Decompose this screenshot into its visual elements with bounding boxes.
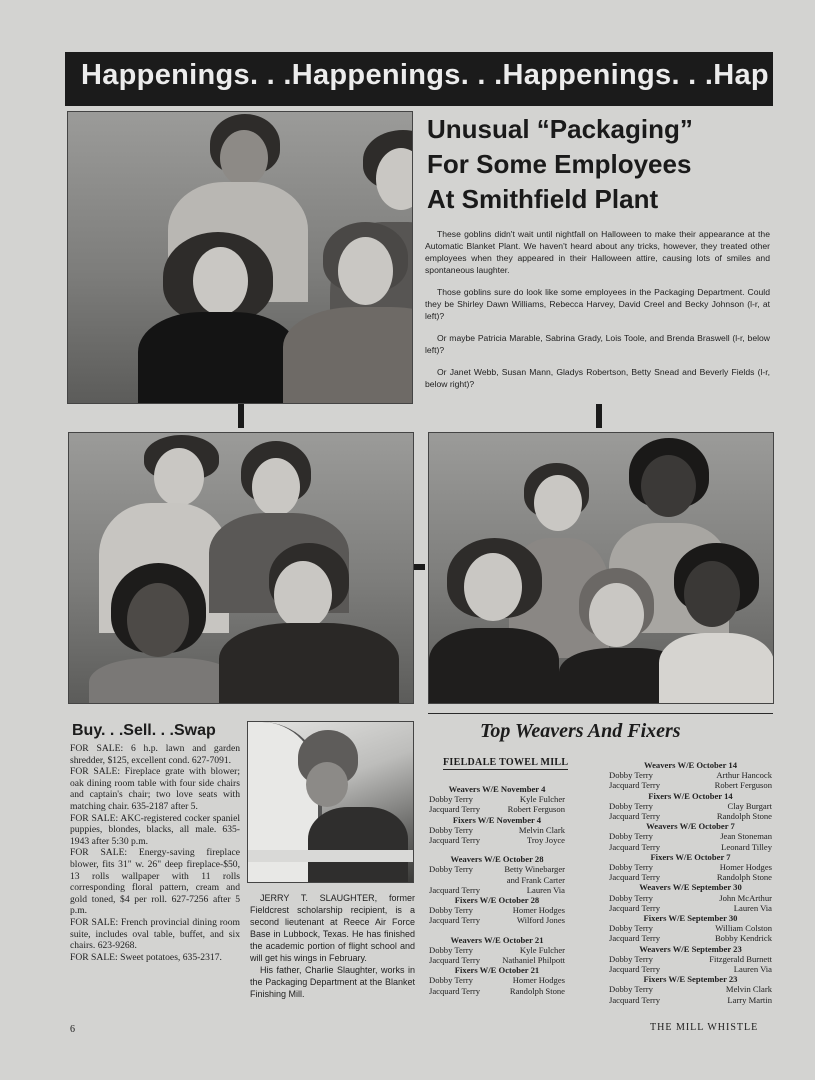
weavers-column-right: [609, 760, 772, 1005]
week-heading: Weavers W/E September 23: [639, 943, 742, 954]
award-row: [609, 893, 772, 903]
week-heading: Weavers W/E October 21: [450, 934, 544, 945]
banner-text: Happenings. . .Happenings. . .Happenings. . .Hap: [81, 59, 769, 91]
category-label: Jacquard Terry: [609, 811, 661, 822]
winner-name: Randolph Stone: [716, 811, 772, 822]
award-row: [609, 964, 772, 974]
pointer-tick: [596, 404, 602, 428]
classified-item: FOR SALE: Fireplace grate with blower; oak dining room table with four side chairs and captain's chair; two love seats with matching chair. 635-2187 after 5.: [70, 766, 240, 812]
award-row: [429, 864, 565, 874]
category-label: Dobby Terry: [609, 984, 653, 995]
classified-item: FOR SALE: Sweet potatoes, 635-2317.: [70, 951, 222, 963]
category-label: Jacquard Terry: [429, 804, 481, 815]
winner-name: Bobby Kendrick: [714, 933, 772, 944]
week-heading: Fixers W/E October 28: [454, 895, 540, 906]
winner-name: Fitzgerald Burnett: [709, 953, 772, 964]
classified-item: FOR SALE: AKC-registered cocker spaniel puppies, blondes, blacks, all male. 635-1943 after 5:30 p.m.: [70, 812, 240, 847]
award-row: [609, 995, 772, 1005]
spacer: [429, 845, 565, 854]
award-row: [609, 831, 772, 841]
classified-item: FOR SALE: 6 h.p. lawn and garden shredder, $125, excellent cond. 627-7091.: [70, 743, 240, 766]
award-row: [609, 923, 772, 933]
winner-name: Randolph Stone: [509, 985, 565, 996]
week-heading: Fixers W/E October 14: [648, 790, 733, 801]
classified-item: FOR SALE: French provincial dining room suite, includes oval table, buffet, and six chairs. 623-9268.: [70, 916, 240, 952]
award-row: [429, 915, 565, 925]
award-row: [609, 780, 772, 790]
award-row: [609, 811, 772, 821]
winner-name: Robert Ferguson: [714, 780, 772, 791]
week-heading: Fixers W/E October 21: [454, 965, 540, 976]
category-label: Jacquard Terry: [429, 915, 481, 926]
publication-name: THE MILL WHISTLE: [650, 1022, 759, 1033]
week-heading: Weavers W/E November 4: [448, 784, 546, 794]
article-paragraph: Or Janet Webb, Susan Mann, Gladys Robertson, Betty Snead and Beverly Fields (l-r, below right)?: [425, 367, 770, 389]
photo-goblins-group-2: [68, 432, 414, 704]
winner-name: Homer Hodges: [512, 975, 565, 986]
article-body: [425, 228, 770, 400]
classifieds-title: Buy. . .Sell. . .Swap: [72, 722, 216, 739]
award-row: [609, 801, 772, 811]
photo-goblins-group-1: [67, 111, 413, 404]
section-banner: [65, 52, 773, 106]
winner-name: Lauren Via: [733, 902, 772, 913]
weavers-title: Top Weavers And Fixers: [480, 720, 681, 742]
category-label: Dobby Terry: [429, 794, 473, 805]
category-label: Jacquard Terry: [609, 964, 661, 975]
award-row: [609, 872, 772, 882]
article-paragraph: Those goblins sure do look like some employees in the Packaging Department. Could they be Shirley Dawn Williams, Rebecca Harvey, David Creel and Becky Johnson (l-r, at left)?: [425, 287, 770, 321]
category-label: Dobby Terry: [609, 800, 653, 811]
category-label: Dobby Terry: [429, 905, 473, 916]
category-label: Dobby Terry: [609, 770, 653, 781]
award-row: [429, 825, 565, 835]
category-label: Jacquard Terry: [429, 884, 481, 895]
caption-paragraph: JERRY T. SLAUGHTER, former Fieldcrest scholarship recipient, is a second lieutenant at Reece Air Force Base in Lubbock, Texas. He has finished the academic portion of flight school and will get his wings in February.: [250, 893, 415, 963]
week-heading: Fixers W/E November 4: [452, 814, 542, 825]
category-label: Jacquard Terry: [609, 780, 661, 791]
winner-name: Kyle Fulcher: [519, 944, 565, 955]
classified-item: FOR SALE: Energy-saving fireplace blower, fits 31" w. 26" deep fireplace-$50, 13 rolls wallpaper with 11 rolls corresponding floral pattern, cream and gold toned, $4 per roll. 627-7256 after 5 p.m.: [70, 847, 240, 917]
winner-name: Homer Hodges: [512, 905, 565, 916]
spacer: [429, 926, 565, 935]
award-row: [429, 975, 565, 985]
winner-name: Lauren Via: [526, 884, 565, 895]
headline-line: At Smithfield Plant: [427, 184, 659, 214]
winner-name: Nathaniel Philpott: [502, 955, 565, 966]
week-heading: Fixers W/E October 7: [650, 851, 731, 862]
pointer-tick: [238, 404, 244, 428]
category-label: Jacquard Terry: [609, 902, 661, 913]
winner-name: Clay Burgart: [727, 800, 772, 811]
pointer-tick: [413, 564, 425, 570]
article-paragraph: Or maybe Patricia Marable, Sabrina Grady, Lois Toole, and Brenda Braswell (l-r, below left)?: [425, 333, 770, 355]
winner-name: Lauren Via: [733, 964, 772, 975]
award-row: [429, 885, 565, 895]
winner-name: Randolph Stone: [716, 872, 772, 883]
weavers-column-left: [429, 784, 565, 996]
winner-name: and Frank Carter: [506, 874, 565, 885]
winner-name: Kyle Fulcher: [519, 794, 565, 805]
award-row: [609, 984, 772, 994]
category-label: Dobby Terry: [609, 862, 653, 873]
winner-name: Betty Winebarger: [504, 864, 565, 875]
week-heading: Weavers W/E October 28: [450, 854, 544, 865]
award-row: [429, 905, 565, 915]
award-row: [609, 842, 772, 852]
award-row: [609, 954, 772, 964]
page-number: 6: [70, 1024, 75, 1035]
winner-name: Robert Ferguson: [507, 804, 565, 815]
award-row: [429, 955, 565, 965]
article-headline: [427, 112, 767, 217]
award-row: [609, 903, 772, 913]
category-label: Dobby Terry: [429, 975, 473, 986]
headline-line: For Some Employees: [427, 149, 692, 179]
category-label: Jacquard Terry: [609, 841, 661, 852]
classifieds-list: [70, 743, 240, 963]
winner-name: Melvin Clark: [725, 984, 772, 995]
winner-name: Jean Stoneman: [720, 831, 772, 842]
category-label: Dobby Terry: [429, 864, 473, 875]
headline-line: Unusual “Packaging”: [427, 114, 693, 144]
winner-name: Troy Joyce: [526, 835, 565, 846]
week-heading: Weavers W/E October 7: [646, 821, 735, 832]
category-label: Jacquard Terry: [429, 985, 481, 996]
week-heading: Fixers W/E September 30: [643, 913, 738, 924]
category-label: Dobby Terry: [609, 892, 653, 903]
award-row: [429, 835, 565, 845]
winner-name: William Colston: [715, 923, 772, 934]
winner-name: John McArthur: [719, 892, 772, 903]
section-rule: [428, 713, 773, 714]
award-row: [429, 986, 565, 996]
award-row: [429, 945, 565, 955]
category-label: Dobby Terry: [609, 953, 653, 964]
award-row: [429, 875, 565, 885]
award-row: [429, 794, 565, 804]
winner-name: Leonard Tilley: [721, 841, 772, 852]
photo-pilot-cockpit: [247, 721, 414, 883]
winner-name: Wilford Jones: [516, 915, 565, 926]
mill-heading: FIELDALE TOWEL MILL: [443, 757, 569, 768]
category-label: Jacquard Terry: [429, 835, 481, 846]
photo-goblins-group-3: [428, 432, 774, 704]
award-row: [609, 862, 772, 872]
category-label: Jacquard Terry: [609, 872, 661, 883]
category-label: Dobby Terry: [429, 824, 473, 835]
award-row: [429, 804, 565, 814]
award-row: [609, 770, 772, 780]
pilot-caption: [250, 892, 415, 1000]
category-label: Dobby Terry: [609, 923, 653, 934]
winner-name: Arthur Hancock: [716, 770, 772, 781]
winner-name: Larry Martin: [727, 994, 772, 1005]
week-heading: Weavers W/E October 14: [643, 760, 737, 770]
week-heading: Weavers W/E September 30: [639, 882, 742, 893]
category-label: Dobby Terry: [609, 831, 653, 842]
article-paragraph: These goblins didn't wait until nightfall on Halloween to make their appearance at the Automatic Blanket Plant. We haven't heard about any tricks, however, they treated other employees when they appeared in their Halloween attire, causing lots of smiles and spontaneous laughter.: [425, 229, 770, 275]
week-heading: Fixers W/E September 23: [643, 974, 738, 985]
award-row: [609, 933, 772, 943]
category-label: Jacquard Terry: [609, 994, 661, 1005]
winner-name: Melvin Clark: [518, 824, 565, 835]
category-label: Jacquard Terry: [429, 955, 481, 966]
category-label: Dobby Terry: [429, 944, 473, 955]
caption-paragraph: His father, Charlie Slaughter, works in the Packaging Department at the Blanket Finishing Mill.: [250, 965, 415, 999]
category-label: Jacquard Terry: [609, 933, 661, 944]
winner-name: Homer Hodges: [719, 862, 772, 873]
